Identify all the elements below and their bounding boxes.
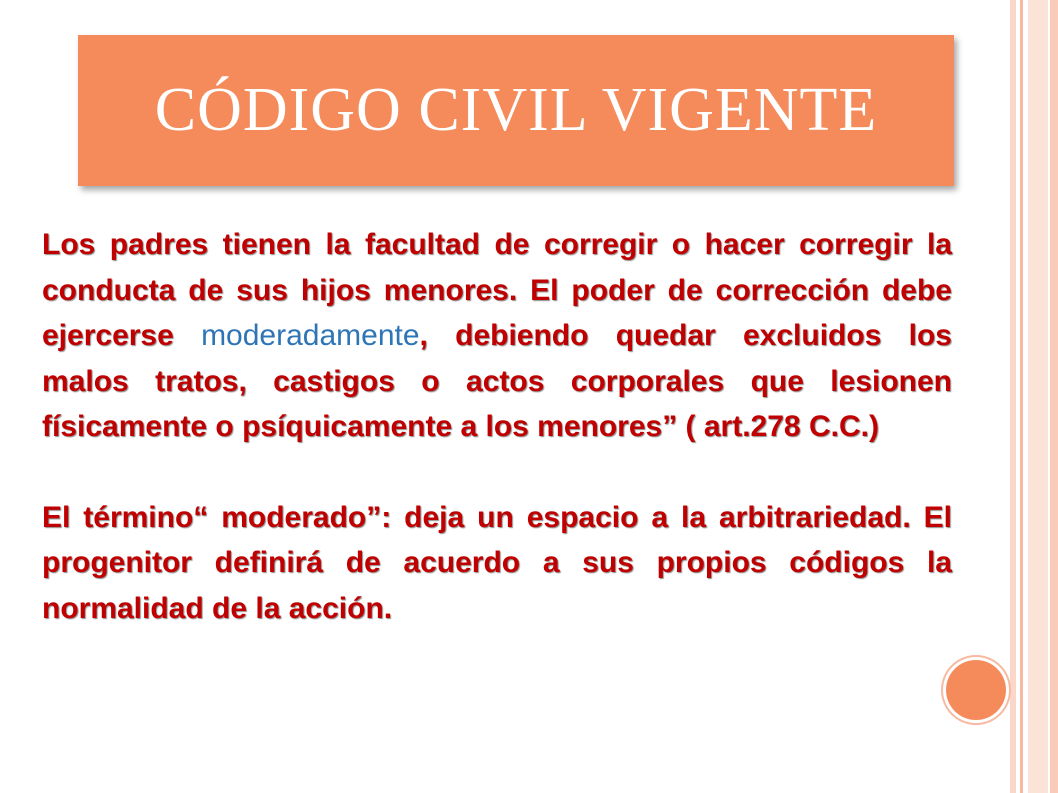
decorative-stripe	[1020, 0, 1023, 793]
decorative-stripe	[1028, 0, 1048, 793]
highlight-moderadamente: moderadamente	[201, 319, 420, 352]
decorative-circle	[946, 660, 1006, 720]
decorative-stripe	[1050, 0, 1058, 793]
paragraph-1-part-2: , debiendo quedar excluidos los malos tratos, castigos o actos corporales que lesionen físicamente o psíquicamente a los menores” ( art.278 C.C.)	[42, 319, 952, 443]
slide-title: CÓDIGO CIVIL VIGENTE	[154, 76, 878, 144]
paragraph-1-part-1: Los padres tienen la facultad de corregir o hacer corregir la conducta de sus hijos menores. El poder de corrección debe ejercerse	[42, 228, 952, 352]
title-banner	[78, 35, 954, 186]
paragraph-article-278	[42, 222, 952, 450]
paragraph-moderado-term: El término“ moderado”: deja un espacio a la arbitrariedad. El progenitor definirá de acuerdo a sus propios códigos la normalidad de la acción.	[42, 500, 952, 625]
decorative-stripe	[1010, 0, 1016, 793]
slide-body	[42, 222, 952, 631]
